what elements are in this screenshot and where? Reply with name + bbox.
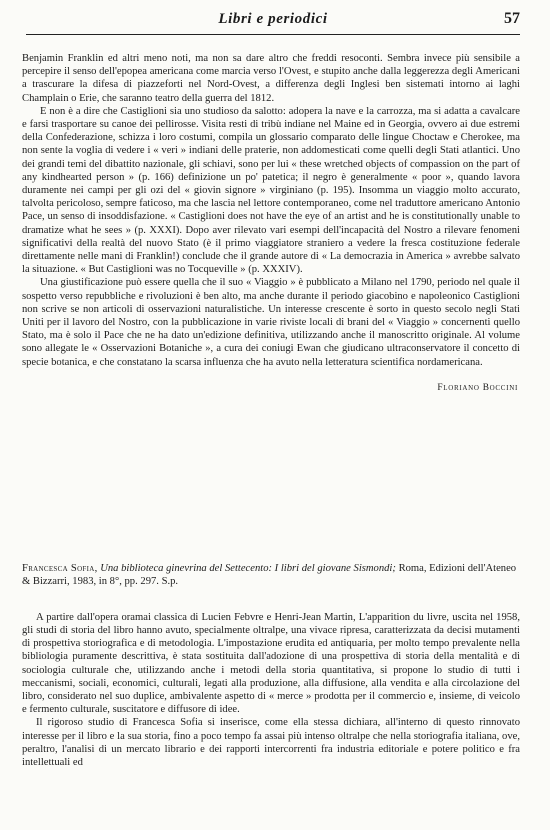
review1-paragraph-3: Una giustificazione può essere quella che il suo « Viaggio » è pubblicato a Milano nel 1790, periodo nel quale il sospetto verso repubbliche e rivoluzioni è ben alto, ma anche durante il periodo giacobino e napoleonico Castiglioni non scrive se non articoli di osservazioni naturalistiche. Un interesse crescente è sorto in questo secolo negli Stati Uniti per il lavoro del Nostro, con la pubblicazione in varie riviste locali di brani del « Viaggio » concernenti quello Stato, ma è solo il Pace che ne ha dato un'edizione definitiva, utilizzando anche il manoscritto originale. Al volume sono allegate le « Osservazioni Botaniche », a cura dei coniugi Ewan che giudicano ultraconservatore il concetto di specie botanica, e che constatano la scarsa influenza che ha avuto nella letteratura scientifica nordamericana. — [22, 277, 520, 368]
review2-paragraph-1: A partire dall'opera oramai classica di Lucien Febvre e Henri-Jean Martin, L'apparition du livre, uscita nel 1958, gli studi di storia del libro hanno avuto, specialmente oltralpe, una vivace ripresa, caratterizzata da decisi mutamenti di prospettiva storiografica e di metodologia. L'impostazione erudita ed antiquaria, per molto tempo prevalente nella bibliologia puramente descrittiva, è stata sostituita dall'adozione di una prospettiva di storia della mentalità e di sociologia culturale che, utilizzando anche i metodi della storia quantitativa, si propone lo studio di tutti i meccanismi, sociali, economici, culturali, legati alla produzione, alla diffusione, alla vendita e alla circolazione del libro, considerato nel suo duplice, ambivalente aspetto di « merce » prodotta per il commercio e, insieme, di veicolo e fermento culturale, suscitatore e diffusore di idee. — [22, 611, 520, 716]
review2-paragraph-2: Il rigoroso studio di Francesca Sofia si inserisce, come ella stessa dichiara, all'interno di questo rinnovato interesse per il libro e la sua storia, fino a poco tempo fa assai più intenso oltralpe che nella storiografia italiana, ove, peraltro, l'analisi di un mercato librario e dei rapporti intercorrenti fra industria editoriale e potere politico e fra intellettuali ed — [22, 717, 520, 769]
citation-publication: Roma, Edizioni dell'Ateneo & Bizzarri, 1983, in 8°, pp. 297. S.p. — [22, 563, 517, 588]
review1-paragraph-2: E non è a dire che Castiglioni sia uno studioso da salotto: adopera la nave e la carrozza, ma si adatta a cavalcare e farsi trasportare su canoe dei pellirosse. Visita resti di tribù indiane nel Maine ed in Georgia, ovvero ai due estremi della Confederazione, schizza i loro costumi, compila un glossario comparato delle lingue Choctaw e Cherokee, ma non sente la voglia di vedere i « veri » indiani delle praterie, non addomesticati come quelli degli Stati atlantici. Uno dei grandi temi del dibattito nazionale, gli schiavi, sono per lui « these wretched objects of compassion on the part of any kindhearted person » (p. 166) definizione un po' patetica; il negro è generalmente « poor », quando lavora duramente nei campi per gli ozi del « giovin signore » virginiano (p. 195). Insomma un viaggio molto accurato, talvolta pericoloso, sempre faticoso, ma che lascia nel lettore contemporaneo, come nel traduttore americano Antonio Pace, un senso di insoddisfazione. « Castiglioni does not have the eye of an artist and he is constitutionally unable to dramatize what he sees » (p. XXXI). Dopo aver rilevato vari esempi dell'incapacità del Nostro a rilevare fenomeni significativi della realtà del nuovo Stato (è il primo viaggiatore straniero a vedere la fresca costituzione federale direttamente nelle mani di Franklin!) conclude che il grande autore di « La democrazia in America » avrebbe salvato la situazione. « But Castiglioni was no Tocqueville » (p. XXXIV). — [22, 105, 520, 276]
page-number: 57 — [504, 10, 520, 27]
page-header — [26, 8, 520, 35]
citation-author: Francesca Sofia, — [22, 563, 98, 574]
review1-paragraph-1: Benjamin Franklin ed altri meno noti, ma non sa dare altro che freddi resoconti. Sembra invece più sensibile a percepire il senso dell'epopea americana come marcia verso l'Ovest, e stupito anche dalla leggerezza degli Americani a trascurare la difesa di piazzeforti nel Nord-Ovest, a differenza degli Inglesi ben sistemati intorno ai laghi Champlain o Erie, che saranno teatro della guerra del 1812. — [22, 53, 520, 104]
running-title: Libri e periodici — [218, 11, 328, 27]
review-castiglioni — [22, 52, 520, 393]
review-sofia — [22, 562, 520, 769]
reviewer-signature: Floriano Boccini — [437, 382, 518, 393]
citation-title: Una biblioteca ginevrina del Settecento: I libri del giovane Sismondi; — [100, 563, 396, 574]
book-citation — [22, 562, 520, 589]
